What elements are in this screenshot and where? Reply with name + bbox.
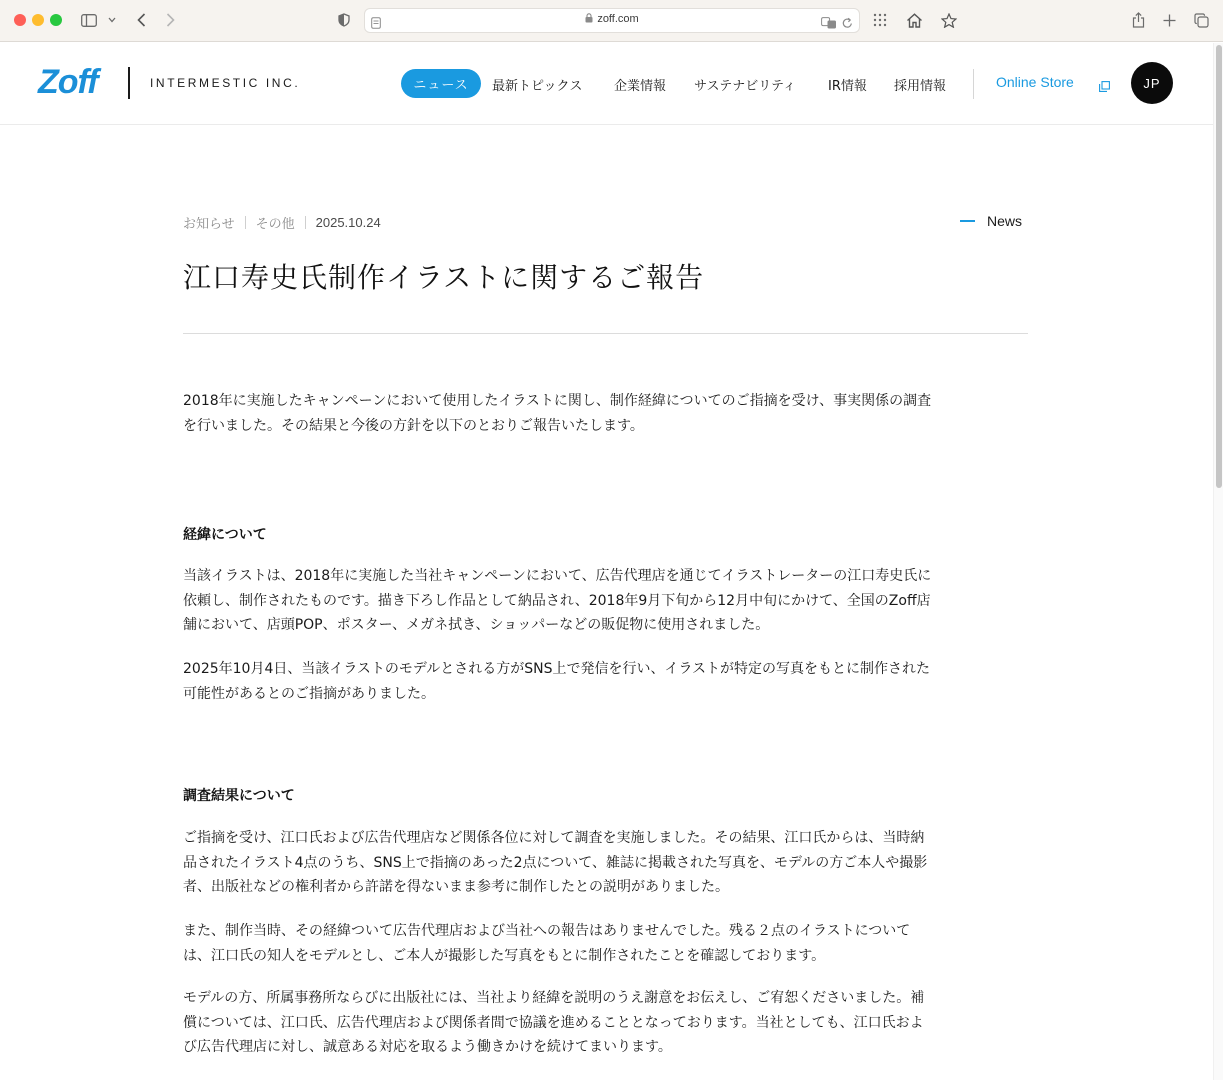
grid-apps-icon[interactable] (871, 8, 889, 32)
background-paragraph-1 (183, 564, 1029, 638)
browser-toolbar (0, 0, 1223, 42)
nav-latest-topics[interactable]: 最新トピックス (492, 79, 583, 94)
address-bar[interactable] (364, 8, 860, 33)
text-line: 償については、江口氏、広告代理店および関係者間で協議を進めることとなっております。当社としても、江口氏およ (183, 1014, 924, 1031)
back-icon[interactable] (133, 8, 149, 32)
new-tab-icon[interactable] (1160, 8, 1178, 32)
section-heading-findings: 調査結果について (183, 788, 295, 804)
nav-recruit[interactable]: 採用情報 (894, 79, 947, 94)
article-title: 江口寿史氏制作イラストに関するご報告 (183, 261, 705, 294)
home-icon[interactable] (905, 8, 923, 32)
text-line: 者、出版社などの権利者から許諾を得ないまま参考に制作したとの説明がありました。 (183, 879, 729, 895)
nav-news[interactable]: ニュース (401, 69, 481, 98)
scrollbar-thumb[interactable] (1216, 45, 1222, 488)
tab-overview-icon[interactable] (1192, 8, 1210, 32)
zoom-window-button[interactable] (50, 14, 62, 26)
text-line: は、江口氏の知人をモデルとし、ご本人が撮影した写真をもとに制作されたことを確認しております。 (183, 947, 826, 964)
company-name[interactable]: INTERMESTIC INC. (150, 76, 301, 90)
text-line: 舗において、店頭POP、ポスター、メガネ拭き、ショッパーなどの販促物に使用されました。 (183, 617, 770, 633)
text-line: 当該イラストは、2018年に実施した当社キャンペーンにおいて、広告代理店を通じてイラストレーターの江口寿史氏に (183, 568, 932, 584)
online-store-link[interactable]: Online Store (996, 74, 1074, 90)
text-line: を行いました。その結果と今後の方針を以下のとおりご報告いたします。 (183, 417, 644, 434)
nav-divider (973, 69, 974, 99)
logo-divider (128, 67, 130, 99)
article-meta (183, 213, 381, 232)
article-date: 2025.10.24 (315, 215, 381, 230)
news-label: News (987, 213, 1023, 229)
background-paragraph-2 (183, 657, 1029, 706)
findings-paragraph-3 (183, 986, 1029, 1060)
news-dash-icon (960, 220, 975, 222)
sidebar-toggle-icon[interactable] (80, 8, 98, 32)
text-line: 依頼し、制作されたものです。描き下ろし作品として納品され、2018年9月下旬から12月中旬にかけて、全国のZoff店 (183, 592, 931, 609)
category-link-other[interactable]: その他 (255, 217, 295, 232)
close-window-button[interactable] (14, 14, 26, 26)
external-link-icon (1099, 77, 1110, 96)
chevron-down-icon[interactable] (106, 8, 118, 32)
text-line: 可能性があるとのご指摘がありました。 (183, 685, 435, 702)
intro-paragraph (183, 389, 1029, 438)
text-line: 2025年10月4日、当該イラストのモデルとされる方がSNS上で発信を行い、イラストが特定の写真をもとに制作された (183, 661, 931, 677)
share-icon[interactable] (1129, 8, 1147, 32)
text-line: 2018年に実施したキャンペーンにおいて使用したイラストに関し、制作経緯についてのご指摘を受け、事実関係の調査 (183, 393, 932, 409)
url-label: zoff.com (597, 13, 639, 25)
bookmark-star-icon[interactable] (940, 8, 958, 32)
findings-paragraph-2 (183, 919, 1029, 968)
minimize-window-button[interactable] (32, 14, 44, 26)
text-line: また、制作当時、その経緯ついて広告代理店および当社への報告はありませんでした。残る２点のイラストについて (183, 923, 911, 939)
privacy-shield-icon[interactable] (336, 8, 352, 32)
scrollbar[interactable] (1213, 43, 1223, 1080)
site-header (0, 43, 1213, 125)
meta-divider (245, 216, 246, 229)
text-line: ご指摘を受け、江口氏および広告代理店など関係各位に対して調査を実施しました。その結果、江口氏からは、当時納 (183, 830, 925, 846)
news-section-label (960, 213, 1022, 229)
forward-icon[interactable] (162, 8, 178, 32)
meta-divider (305, 216, 306, 229)
zoff-logo[interactable]: Zoff (38, 63, 98, 101)
text-line: び広告代理店に対し、誠意ある対応を取るよう働きかけを続けてまいります。 (183, 1039, 672, 1055)
title-divider (183, 333, 1028, 334)
findings-paragraph-1 (183, 826, 1029, 900)
language-button[interactable]: JP (1131, 62, 1173, 104)
section-heading-background: 経緯について (183, 527, 267, 543)
category-link-notice[interactable]: お知らせ (183, 217, 235, 232)
text-line: モデルの方、所属事務所ならびに出版社には、当社より経緯を説明のうえ謝意をお伝えし、ご宥恕くださいました。補 (183, 990, 925, 1006)
nav-sustainability[interactable]: サステナビリティ (694, 79, 796, 94)
nav-ir-info[interactable]: IR情報 (828, 79, 867, 94)
translate-icon[interactable] (821, 14, 837, 33)
lock-icon (585, 13, 593, 26)
url-text (365, 13, 859, 26)
reload-icon[interactable] (842, 14, 853, 33)
nav-company-info[interactable]: 企業情報 (614, 79, 667, 94)
text-line: 品されたイラスト4点のうち、SNS上で指摘のあった2点について、雑誌に掲載された写真を、モデルの方ご本人や撮影 (183, 854, 928, 871)
